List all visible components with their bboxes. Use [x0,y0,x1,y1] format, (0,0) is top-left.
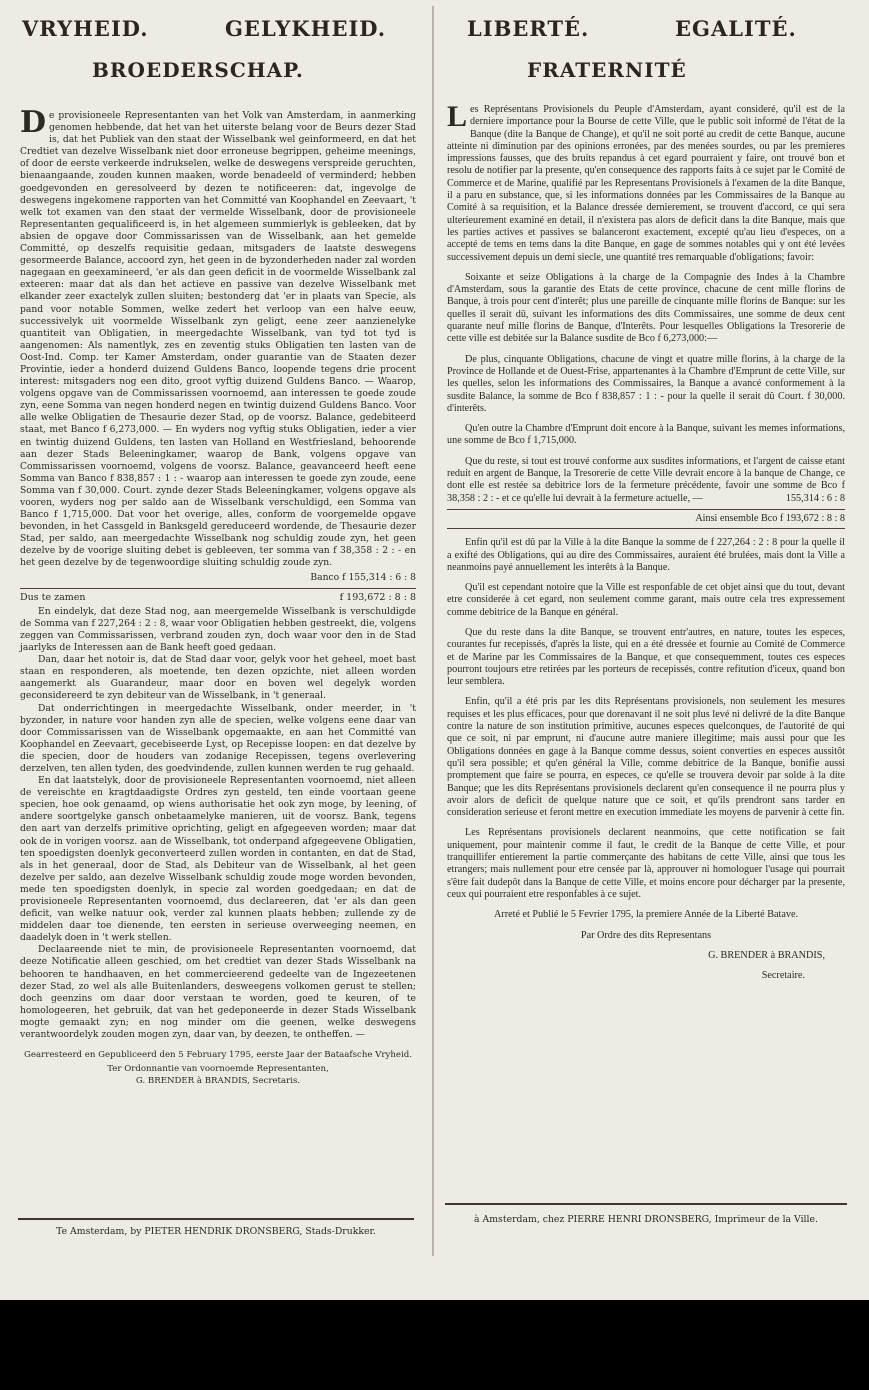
dutch-paragraph-6: Declaareende niet te min, de provisioneele Representanten voornoemd, dat deeze Notificatie alleen geschied, om het credtiet van dezer Stads Wisselbank na behooren te handhaaven, en het commercieerend gedeelte van de Ingezeetenen dezer Stad, zo wel als alle Buitenlanders, desweegens volkomen gerust te stellen; doch geenzins om daar door verstaan te worden, goed te keuren, of te homologeeren, het gebruik, dat van het gedeponeerde in dezer Stads Wisselbank mogte gemaakt zyn; en nog minder om die geenen, welke deswegens verantwoordelyk zouden mogen zyn, daar van, by deezen, te ontheffen. — [20,944,416,1041]
masthead-gelykheid: GELYKHEID. [225,16,387,41]
french-paragraph-4: Qu'en outre la Chambre d'Emprunt doit encore à la Banque, suivant les memes informations, une somme de Bco f 1,715,000. [447,423,845,447]
dutch-arrested-line: Gearresteerd en Gepubliceerd den 5 February 1795, eerste Jaar der Bataafsche Vryheid. [24,1050,412,1061]
french-secretary: Secretaire. [761,970,805,982]
french-total-rule [447,509,845,510]
dropcap-d: D [20,105,47,140]
dutch-paragraph-5: En dat laatstelyk, door de provisioneele Representanten voornoemd, niet alleen de vereischte en kragtdaadigste Ordres zyn gesteld, ten einde voortaan geene specien, hoe ook genaamd, op wiens authorisatie het ook zyn moge, by leening, of andere soortgelyke gansch onbetaamelyke manieren, uit de voorsz. Bank, tegens den aart van derzelfs primitive oprichting, geligt en afgegeeven worden; maar dat ook de in vorigen voorsz. aan de Wisselbank, tot onderpand afgegeevene Obligatien, ten spoedigsten doenlyk geconverteerd zullen worden in contanten, en dat de Stad, als in het generaal, door de Stad, als Debiteur van de Wisselbank, al het geen dezelve per saldo, aan dezelve Wisselbank schuldig zoude moge worden bevonden, mede ten spoedigsten doenlyk, in specie zal worden goedgedaan; en dat de provisioneele Representanten voornoemd, dus declareeren, dat 'er als dan geen deficit, van welke natuur ook, verder zal kunnen plaats hebben; zullende zy de middelen daar toe dienende, ten eersten in serieuse overweeging neemen, en daadelyk doen in 't werk stellen. [20,775,416,944]
dutch-body [20,105,416,1087]
dropcap-l: L [447,100,468,133]
french-printer-line: à Amsterdam, chez PIERRE HENRI DRONSBERG, Imprimeur de la Ville. [474,1214,818,1225]
french-bottom-rule [445,1203,847,1205]
sum-label: Dus te zamen [20,591,86,603]
french-column [435,0,869,1300]
masthead-broederschap: BROEDERSCHAP. [92,58,304,82]
masthead-egalite: EGALITÉ. [675,16,797,41]
french-body [447,100,845,982]
footer-band [0,1300,869,1390]
french-paragraph-5: Que du reste, si tout est trouvé conforme aux susdites informations, et l'argent de caisse etant reduit en argent de Banque, la Tresorerie de cette Ville devrait encore à la banque de Change, ce dont elle est restée sa debitrice lors de la fermeture précédente, favoir une somme de Bco f 38,358 : 2 : - et ce qu'elle lui devrait à la fermeture actuelle, — 155,314 : 6 : 8 [447,455,845,504]
masthead-liberte: LIBERTÉ. [467,16,590,41]
french-paragraph-8: Que du reste dans la dite Banque, se trouvent entr'autres, en nature, toutes les especes, courantes fur recepissés, d'après la liste, qui en a été dressée et fournie au Comité de Commerce et de Marine par les Commissaires de la Banque, et que consequemment, toutes ces especes pourront toujours etre retirées par les porteurs de recepissés, contre refitution d'iceux, quand bon leur semblera. [447,626,845,688]
french-paragraph-10: Les Représentans provisionels declarent neanmoins, que cette notification se fait uniquement, pour maintenir comme il faut, le credit de la Banque de cette Ville, et pour tranquillifer entierement la partie commerçante des habitans de cette Ville, ainsi que tous les etrangers; mais nullement pour etre censée par là, approuver ni homologuer l'usage qui pourrait s'être fait dudepôt dans la Banque de cette Ville, et moins encore pour décharger par la presente, ceux qui pourraient etre responfables à ce sujet. [447,827,845,900]
dutch-paragraph-2: En eindelyk, dat deze Stad nog, aan meergemelde Wisselbank is verschuldigde de Somma van f 227,264 : 2 : 8, waar voor Obligatien hebben gestreekt, die, volgens zeggen van Commissarissen, verbrand zouden zyn, doch waar voor den in de Stad jaarlyks de Interessen aan de Bank heeft goed gedaan. [20,605,416,654]
french-arrested-line: Arreté et Publié le 5 Fevrier 1795, la premiere Année de la Liberté Batave. [493,909,799,921]
french-paragraph-7: Qu'il est cependant notoire que la Ville est responfable de cet objet ainsi que du tout, devant etre considerée à cet egard, non seulement comme garant, mais outre cela tres expressement comme debitrice de la Banque en général. [447,582,845,618]
column-divider [432,6,434,1256]
french-total-rule-2 [447,528,845,529]
dutch-column [0,0,432,1300]
french-paragraph-6: Enfin qu'il est dû par la Ville à la dite Banque la somme de f 227,264 : 2 : 8 pour la quelle il a exifté des Obligations, qui au dire des Commissaires, auraient été brulées, mais dont la Ville a neanmoins payé annuellement les interêts à la Banque. [447,537,845,573]
dutch-order-line: Ter Ordonnantie van voornoemde Representanten, [107,1064,329,1075]
french-order-line: Par Ordre des dits Representans [580,929,712,941]
dutch-paragraph-3: Dan, daar het notoir is, dat de Stad daar voor, gelyk voor het geheel, moet bast staan en responderen, als moetende, ten dezen opzichte, niet alleen worden aangemerkt als Guarandeur, maar door en boven wel degelyk worden geconsidereerd te zyn debiteur van de Wisselbank, in 't generaal. [20,654,416,702]
french-paragraph-3: De plus, cinquante Obligations, chacune de vingt et quatre mille florins, à la charge de la Province de Hollande et de Ouest-Frise, appartenantes à la Chambre d'Emprunt de cette Ville, sur les quelles, selon les informations des Commissaires, la Banque a avancé conformement à la susdite Balance, la somme de Bco f 838,857 : 1 : - pour la quelle il serait dû Court. f 30,000. d'interêts. [447,353,845,414]
french-signer: G. BRENDER à BRANDIS, [708,949,825,961]
dutch-printer-line: Te Amsterdam, by PIETER HENDRIK DRONSBERG, Stads-Drukker. [56,1226,376,1237]
masthead-vryheid: VRYHEID. [22,16,149,41]
dutch-banco-line: Banco f 155,314 : 6 : 8 [310,571,416,583]
french-paragraph-9: Enfin, qu'il a été pris par les dits Représentans provisionels, non seulement les mesures requises et les plus efficaces, pour que dorenavant il ne soit plus levé ni delivré de la dite Banque contre la nature de son institution primitive, aucunes especes quelconques, de l'autorité de qui que ce soit, ni par emprunt, ni d'aucune autre maniere illegitime; mais aussi pour que les Obligations données en gage à la Banque comme dessus, soient converties en especes aussitôt qu'il sera possible; et qu'en général la Ville, comme debitrice de la Banque, bonifie aussi promptement que faire se pourra, en especes, ce qu'elle se trouvera devoir par solde à la dite Banque; que les dits Représentans provisionels declarent qu'en consequence il ne pourra plus y avoir alors de deficit de quelque nature que ce soit, et qu'ils prendront sans tarder en consideration serieuse et feront mettre en execution immediate les moyens de parvenir à cette fin. [447,696,845,819]
dutch-bottom-rule [18,1218,414,1220]
dutch-sum-line [20,592,416,604]
dutch-paragraph-1: De provisioneele Representanten van het Volk van Amsterdam, in aanmerking genomen hebbende, dat het van het uiterste belang voor de Beurs dezer Stad is, dat het Publiek van den staat der Wisselbank wel geinformeerd, en dat het Credtiet van dezelve Wisselbank niet door erroneuse begrippen, geheime meenings, of door de eerste verkeerde indrukselen, welke de deswegens verspreide geruchten, bienaangaande, zouden kunnen maaken, worde benadeeld of verminderd; hebben goedgevonden en geresolveerd by dezen te notificeeren: dat, ingevolge de deswegens ingekomene rapporten van het Committé van Koophandel en Zeevaart, 't welk tot examen van den staat der vermelde Wisselbank, door de provisioneele Representanten gequalificeerd is, in het algemeen summierlyk is gebleeken, dat by absien de opgave door Commissarissen van de Wisselbank, aan het gemelde Committé, op deszelfs requisitie gedaan, mitsgaders de laatste deswegens gesormeerde Balance, accoord zyn, het geen in de byzonderheden nader zal worden nagegaan en geexamineerd, 'er als dan geen deficit in de voormelde Wisselbank zal exteeren: maar dat als dan het actieve en passive van dezelve Wisselbank met elkander zeer exactelyk zullen sluiten; bestonderg dat 'er in plaats van Specie, als pand voor notable Sommen, welke zedert het verloop van een halve eeuw, successivelyk uit voormelde Wisselbank zyn geligt, eene zeer aanzienelyke quantiteit van Obligatien, in meergedachte Wisselbank, van tyd tot tyd is aangenomen: Als namentlyk, zes en zeventig stuks Obligatien ten lasten van de Oost-Ind. Comp. ter Kamer Amsterdam, onder guarantie van de Staaten dezer Provintie, ieder a honderd duizend Guldens Banco, loopende tegens drie procent interest: mitsgaders nog een dito, groot vyftig duizend Guldens Banco. — Waarop, volgens opgave van de Commissarissen voornoemd, aan interessen te goede zoude zyn, eene Somma van negen honderd negen en twintig duizend Guldens Banco. Voor alle welke Obligatien de Thesaurie dezer Stad, op de voorsz. Balance, gedebiteerd staat, met Banco f 6,273,000. — En wyders nog vyftig stuks Obligatien, ieder a vier en twintig duizend Guldens, ten lasten van Holland en Westfriesland, behoorende aan dezer Stads Beleeningkamer, waarop de Bank, volgens opgave van Commissarissen voornoemd, volgens de voorsz. Balance, geavanceerd heeft eene Somma van Banco f 838,857 : 1 : - waarop aan interessen te goede zyn zoude, eene Somma van f 30,000. Court. zynde dezer Stads Beleeningkamer, volgens opgave als vooren, wyders nog per saldo aan de Wisselbank verschuldigd, een Somma van Banco f 1,715,000. Dat voor het overige, alles, conform de voorgemelde opgave bevonden, in het Cassgeld in Banksgeld gereduceerd wordende, de Thesaurie dezer Stad, per saldo, aan meergedachte Wisselbank nog schuldig zoude zyn, het geen dezelve by de voorige sluiting debet is gebleeven, ter somma van f 38,358 : 2 : - en het geen dezelve by de tegenwoordige sluiting schuldig zoude zyn. [20,105,416,569]
french-para5-value: 155,314 : 6 : 8 [785,492,845,504]
dutch-signer: G. BRENDER à BRANDIS, Secretaris. [135,1076,301,1087]
sum-value: f 193,672 : 8 : 8 [339,591,416,603]
masthead-fraternite: FRATERNITÉ [527,58,687,82]
french-total: Ainsi ensemble Bco f 193,672 : 8 : 8 [695,512,845,524]
french-paragraph-2: Soixante et seize Obligations à la charge de la Compagnie des Indes à la Chambre d'Amsterdam, sous la garantie des Etats de cette province, chacune de cent mille florins de Banque, à trois pour cent d'interêt; plus une pareille de cinquante mille florins de Banque: sur les quelles il serait dû, suivant les informations des dits Commissaires, une somme de deux cent quarante neuf mille florins de Banque, d'Interêts. Pour lesquelles Obligations la Tresorerie de cette ville est debitée sur la Balance susdite de Bco f 6,273,000:— [447,271,845,345]
dutch-paragraph-4: Dat onderrichtingen in meergedachte Wisselbank, onder meerder, in 't byzonder, in nature voor handen zyn alle de specien, welke volgens eene daar van door Commissarissen van de Wisselbank opgemaakte, en aan het Committé van Koophandel en Zeevaart, gecebiseerde Lyst, op Recepisse loopen: en dat dezelve by die specien, door de houders van zodanige Recepissen, tegens overlevering derzelven, ten allen tyden, des goedvindende, zullen kunnen werden te rug gehaald. [20,702,416,774]
french-paragraph-1: Les Représentans Provisionels du Peuple d'Amsterdam, ayant consideré, qu'il est de la derniere importance pour la Bourse de cette Ville, que le public soit informé de l'état de la Banque (dite la Banque de Change), et qu'il ne soit porté au credit de cette Banque, aucune atteinte ni diminution par des opinions erronées, par des menées sourdes, ou par les premieres impressions fausses, que des bruits repandus à cet egard pourraient y faire, ont trouvé bon et resolu de notifier par la presente, qu'en consequence des rapports faits à ce sujet par le Comité de Commerce et de Marine, qualifié par les Representans Provisionels à l'examen de la dite Banque, il a paru en substance, que, si les informations données par les Commissaires de la Banque au Comité à sa requisition, et la Balance dressée dernierement, se trouvent d'accord, ce qui sera ulterieurement examiné en detail, il n'existera pas alors de deficit dans la dite Banque, mais que les parties actives et passives se balanceront exactement, excepté qu'au lieu d'especes, on a accepté de tems en tems dans la dite Banque, en gage de sommes notables qui y ont été levées successivement depuis un demi siecle, une quantité tres remarquable d'obligations; favoir: [447,100,845,263]
sum-rule [20,588,416,589]
